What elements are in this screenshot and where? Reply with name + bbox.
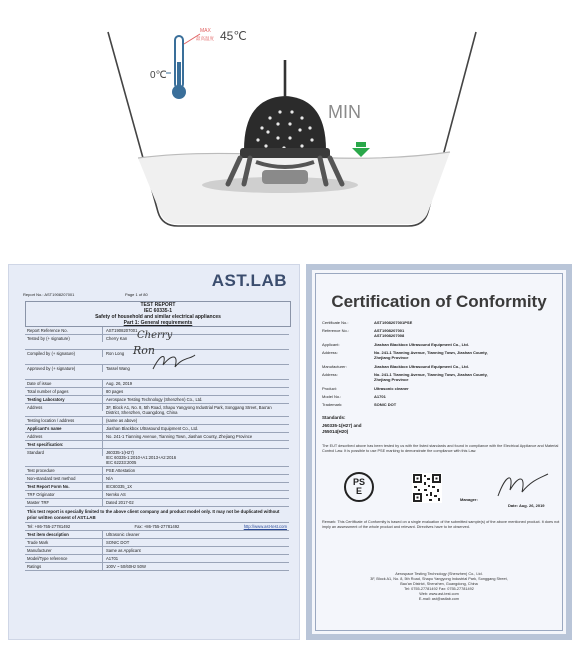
down-arrow-icon xyxy=(352,142,370,157)
manager-signature xyxy=(492,470,552,502)
table-row: Trade Mark SONIC DOT xyxy=(25,539,289,547)
manager-label: Manager: xyxy=(460,497,478,502)
table-row: Manufacturer Same as Applicant xyxy=(25,547,289,555)
table-row: Ratings 100V ~ 50/60Hz 50W xyxy=(25,563,289,571)
report-tel: Tel: +86-755-27781492 xyxy=(27,524,71,529)
certificate-title: Certification of Conformity xyxy=(331,292,547,311)
cert-field: Trademark: SONIC DOT xyxy=(322,402,397,407)
table-row: Address 3F, Block A1, No. 8, 5th Road, Shapu Yangyong Industrial Park, Songgang Street, Bao'an District, Shenzhen, Guangdong, China xyxy=(25,404,289,417)
report-heading-2: IEC 60335-1 xyxy=(143,308,173,314)
report-fax: Fax: +86-755-27781492 xyxy=(134,524,180,529)
cert-field: Address: No. 241-1 Tianning Avenue, Tianning Town, Jiashan County, Zhejiang Province xyxy=(322,372,488,382)
report-contact-row xyxy=(25,523,289,531)
report-notice: This test report is specially limited to the above client company and product model only. It may not be duplicated without prior written consent of AST.LAB xyxy=(25,507,289,523)
cert-field: Manufacturer: Jiashan Blackbox Ultrasound Equipment Co., Ltd. xyxy=(322,364,469,369)
standards-label: Standards: xyxy=(322,415,346,420)
table-row: Non-standard test method N/A xyxy=(25,475,289,483)
table-row: Applicant's name Jiashan Blackbox Ultrasound Equipment Co., Ltd. xyxy=(25,425,289,433)
max-temp: 45℃ xyxy=(220,29,247,43)
table-row: Approved by (+ signature) Tassel Wang xyxy=(25,365,289,380)
thermometer-icon xyxy=(166,34,200,99)
cert-field: Reference No.: AST1908207001 AST1908207008 xyxy=(322,328,405,338)
cert-field: Applicant: Jiashan Blackbox Ultrasound Equipment Co., Ltd. xyxy=(322,342,469,347)
cert-field: Address: No. 241-1 Tianning Avenue, Tianning Town, Jiashan County, Zhejiang Province xyxy=(322,350,488,360)
certificate-of-conformity xyxy=(306,264,572,640)
signature-cherry: Cherry xyxy=(137,330,173,341)
certificate-remark: Remark: This Certificate of Conformity is based on a single evaluation of the submitted sample(s) of the above mentioned product. It does not imply an assessment of the whole product and relevant. Directives have to be observed. xyxy=(322,520,560,529)
table-row: Test specification: xyxy=(25,441,289,449)
table-row: Compiled by (+ signature) Ron Long xyxy=(25,350,289,365)
max-label: MAX xyxy=(200,28,211,34)
certificate-footer xyxy=(312,572,566,602)
table-row: TRF Originator Nemko AS xyxy=(25,491,289,499)
table-row: Model/Type reference A1701 xyxy=(25,555,289,563)
footer-phone: Tel: 0755-27781492 Fax: 0755-27781492 xyxy=(404,587,474,591)
pse-mark-icon: PS E xyxy=(344,472,374,502)
table-row: Master TRF Dated 2017-02 xyxy=(25,499,289,507)
signature-ron: Ron xyxy=(133,344,155,357)
table-row: Test procedure PSE Attestation xyxy=(25,467,289,475)
table-row: Total number of pages 80 pages xyxy=(25,388,289,396)
min-temp: 0℃ xyxy=(150,70,167,81)
min-label: MIN xyxy=(328,102,361,122)
table-row: Standard J60335-1(H27) IEC 60335-1:2010+A1:2013+A2:2016 IEC 62233:2005 xyxy=(25,449,289,467)
ultrasonic-tank-diagram xyxy=(0,0,580,250)
signature-scribble xyxy=(149,351,199,373)
footer-address-1: 3F, Block A1, No. 8, 5th Road, Shapu Yangyong Industrial Park, Songgang Street, xyxy=(370,577,508,581)
cert-field: Certificate No.: AST1908207001PSE xyxy=(322,320,413,325)
report-header-block xyxy=(25,301,291,327)
test-report-document xyxy=(8,264,300,640)
report-heading-3: Safety of household and similar electrical appliances xyxy=(95,314,221,320)
table-row: Testing Laboratory Aerospace Testing Technology (Shenzhen) Co., Ltd. xyxy=(25,396,289,404)
footer-web: Web: www.ast-test.com xyxy=(419,592,459,596)
table-row: Date of issue Aug. 26, 2019 xyxy=(25,380,289,388)
ultrasonic-device xyxy=(228,96,342,184)
table-row: Tested by (+ signature) Cherry Kan xyxy=(25,335,289,350)
table-row: Test item description Ultrasonic cleaner xyxy=(25,531,289,539)
report-heading-4: Part 1: General requirements xyxy=(123,320,193,326)
certificate-date: Date: Aug. 26, 2019 xyxy=(508,503,545,508)
max-sub-label: 最高温度 xyxy=(196,36,214,41)
report-ref-header: Report No.: AST1908207001 xyxy=(23,292,75,297)
footer-email: E-mail: ast@astlab.com xyxy=(418,597,460,601)
table-row: Report Reference No. AST1908207001 xyxy=(25,327,289,335)
report-heading-1: TEST REPORT xyxy=(140,302,176,308)
footer-company: Aerospace Testing Technology (Shenzhen) Co., Ltd. xyxy=(395,572,483,576)
report-page-number: Page 1 of 80 xyxy=(125,292,148,297)
astlab-logo: AST.LAB xyxy=(211,271,287,290)
footer-address-2: Bao'an District, Shenzhen, Guangdong, China xyxy=(400,582,478,586)
cert-field: Product: Ultrasonic cleaner xyxy=(322,386,409,391)
standards-value: J60335-1(H27) and J55014(H20) xyxy=(322,423,362,434)
certificate-body: The EUT described above has been tested by us with the listed standards and found in compliance with the Electrical Appliance and Material Control Law. It is possible to use PSE marking to demonstrate the compliance with this Law. xyxy=(322,444,559,453)
cert-field: Model No.: A1701 xyxy=(322,394,386,399)
table-row: Testing location / address (same as above) xyxy=(25,417,289,425)
table-row: Address No. 241-1 Tianning Avenue, Tianning Town, Jiashan County, Zhejiang Province xyxy=(25,433,289,441)
qr-code-icon xyxy=(412,473,442,503)
report-web-link[interactable]: http://www.ast-test.com xyxy=(243,524,287,529)
table-row: Test Report Form No. IEC60335_1X xyxy=(25,483,289,491)
